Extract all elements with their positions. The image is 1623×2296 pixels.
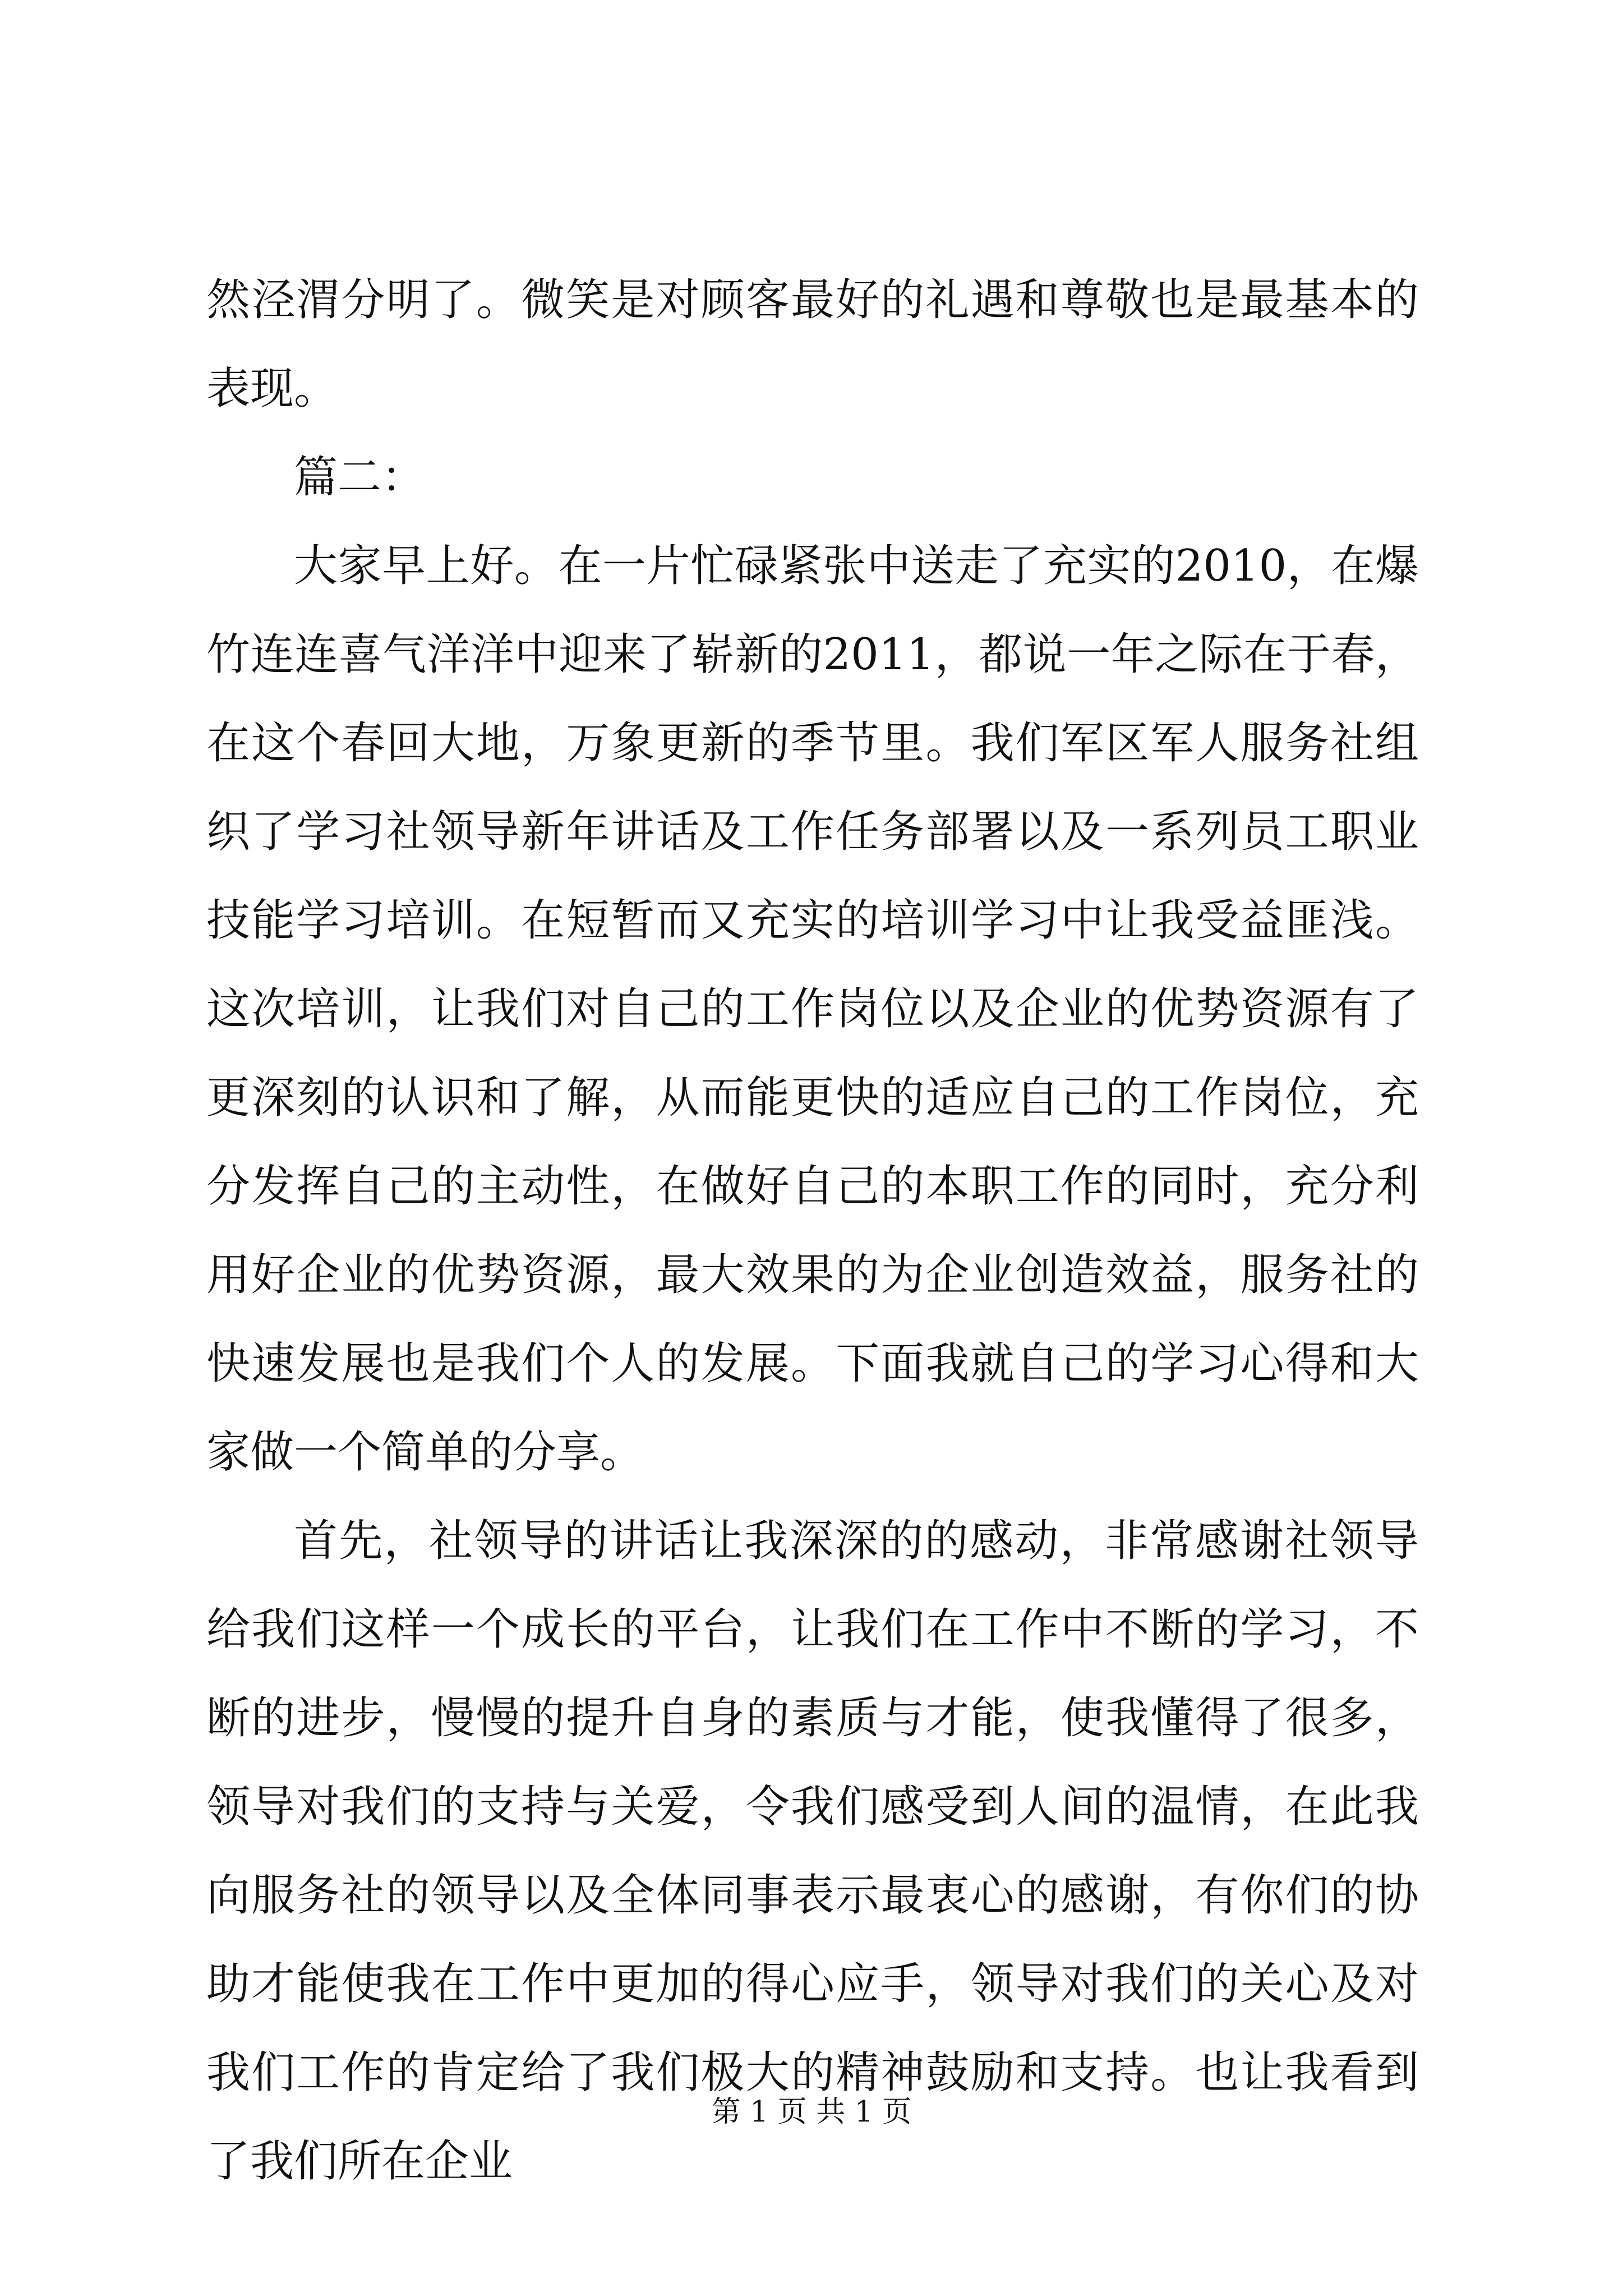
paragraph-1: 然泾渭分明了。微笑是对顾客最好的礼遇和尊敬也是最基本的表现。 [206, 275, 1419, 414]
paragraph-2: 大家早上好。在一片忙碌紧张中送走了充实的2010，在爆竹连连喜气洋洋中迎来了崭新的2011，都说一年之际在于春，在这个春回大地，万象更新的季节里。我们军区军人服务社组织了学习社领导新年讲话及工作任务部署以及一系列员工职业技能学习培训。在短暂而又充实的培训学习中让我受益匪浅。这次培训，让我们对自己的工作岗位以及企业的优势资源有了更深刻的认识和了解，从而能更快的适应自己的工作岗位，充分发挥自己的主动性，在做好自己的本职工作的同时，充分利用好企业的优势资源，最大效果的为企业创造效益，服务社的快速发展也是我们个人的发展。下面我就自己的学习心得和大家做一个简单的分享。 [206, 541, 1419, 1478]
document-body [206, 256, 1419, 2206]
page-footer: 第 1 页 共 1 页 [711, 2095, 912, 2129]
paragraph-section-heading: 篇二： [294, 452, 426, 503]
paragraph-3: 首先，社领导的讲话让我深深的的感动，非常感谢社领导给我们这样一个成长的平台，让我们在工作中不断的学习，不断的进步，慢慢的提升自身的素质与才能，使我懂得了很多，领导对我们的支持与关爱，令我们感受到人间的温情，在此我向服务社的领导以及全体同事表示最衷心的感谢，有你们的协助才能使我在工作中更加的得心应手，领导对我们的关心及对我们工作的肯定给了我们极大的精神鼓励和支持。也让我看到了我们所在企业 [206, 1516, 1419, 2187]
